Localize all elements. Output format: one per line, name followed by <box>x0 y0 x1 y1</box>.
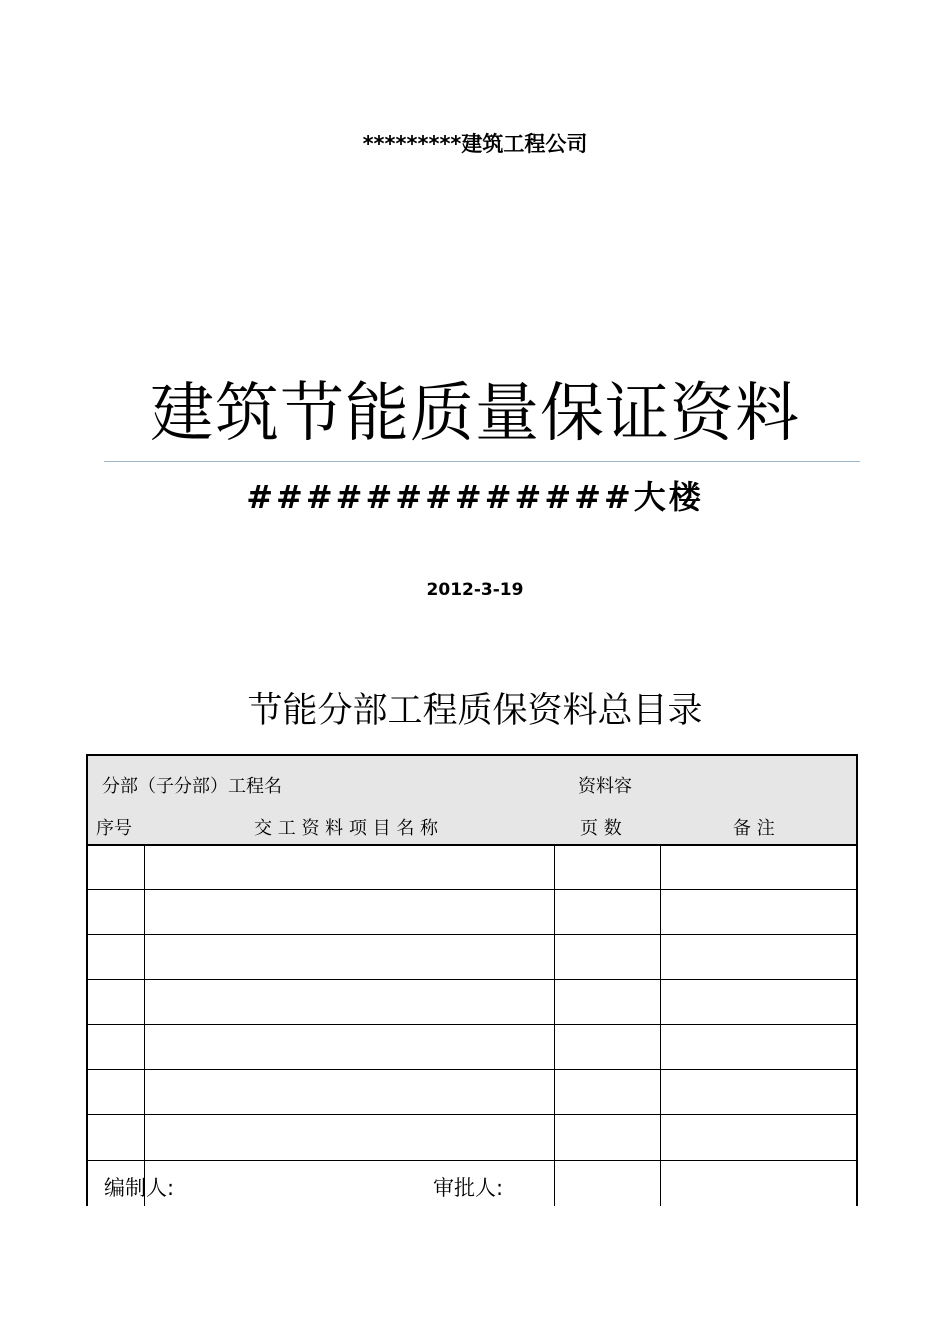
header-bottom-line <box>86 844 856 846</box>
row-line <box>86 1114 856 1115</box>
reviewer-label: 审批人: <box>433 1176 504 1200</box>
header-seq: 序号 <box>96 818 132 839</box>
header-division-label: 分部（子分部）工程名 <box>102 776 282 797</box>
row-line <box>86 889 856 890</box>
header-pages-top: 资料容 <box>578 776 632 797</box>
header-pages: 页 数 <box>580 818 622 839</box>
building-name: #############大楼 <box>246 478 704 516</box>
header-remarks: 备 注 <box>733 818 775 839</box>
row-line <box>86 934 856 935</box>
header-item-name: 交 工 资 料 项 目 名 称 <box>254 818 439 839</box>
row-line <box>86 1024 856 1025</box>
document-date: 2012-3-19 <box>426 580 524 600</box>
company-name: *********建筑工程公司 <box>362 132 588 156</box>
document-title: 建筑节能质量保证资料 <box>150 377 800 451</box>
toc-title: 节能分部工程质保资料总目录 <box>247 691 703 731</box>
row-line <box>86 979 856 980</box>
column-line <box>554 845 555 1206</box>
compiler-label: 编制人: <box>104 1176 175 1200</box>
column-line <box>144 845 145 1206</box>
column-line <box>660 845 661 1206</box>
row-line <box>86 1160 856 1161</box>
row-line <box>86 1069 856 1070</box>
toc-table <box>86 754 856 1206</box>
title-divider <box>104 461 860 462</box>
